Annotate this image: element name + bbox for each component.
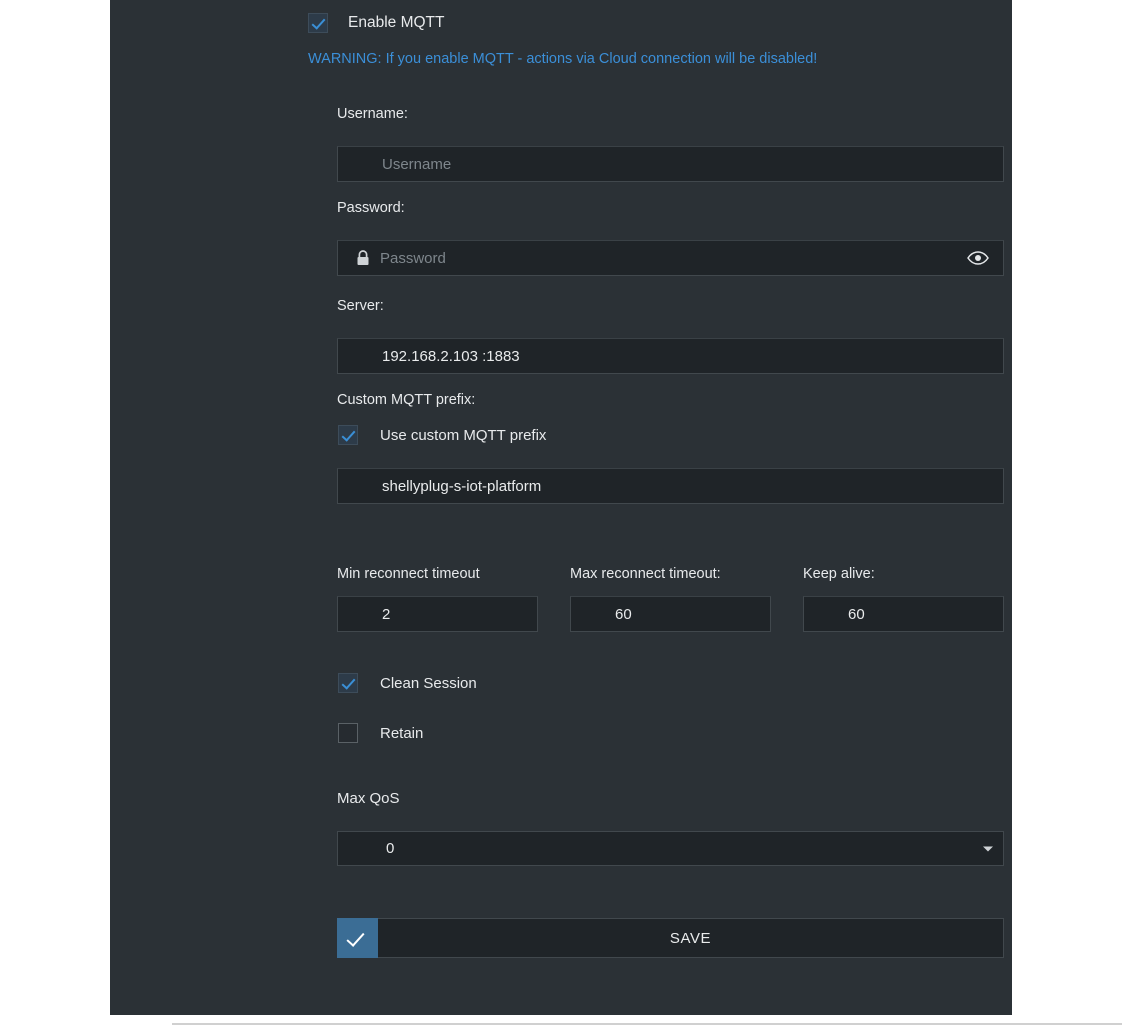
server-value: 192.168.2.103 :1883 — [382, 347, 520, 365]
clean-session-row[interactable] — [338, 673, 477, 693]
keep-alive-value: 60 — [848, 605, 865, 623]
use-custom-prefix-row[interactable] — [338, 425, 546, 445]
retain-row[interactable] — [338, 723, 423, 743]
eye-icon[interactable] — [967, 251, 987, 265]
lock-icon — [356, 250, 370, 266]
min-reconnect-input[interactable] — [337, 596, 538, 632]
right-margin — [1012, 0, 1122, 1029]
mqtt-settings-panel — [110, 0, 1012, 1015]
save-confirm-icon[interactable] — [337, 918, 378, 958]
custom-prefix-label: Custom MQTT prefix: — [337, 392, 476, 408]
retain-label: Retain — [380, 724, 424, 742]
min-reconnect-label: Min reconnect timeout — [337, 566, 480, 582]
clean-session-checkbox[interactable] — [338, 673, 358, 693]
enable-mqtt-row[interactable] — [308, 13, 444, 33]
max-reconnect-input[interactable] — [570, 596, 771, 632]
save-row[interactable] — [337, 918, 1004, 958]
chevron-down-icon — [983, 846, 993, 851]
enable-mqtt-label: Enable MQTT — [348, 14, 445, 31]
server-input[interactable] — [337, 338, 1004, 374]
use-custom-prefix-label: Use custom MQTT prefix — [380, 426, 547, 444]
left-margin — [0, 0, 110, 1029]
keep-alive-input[interactable] — [803, 596, 1004, 632]
server-label: Server: — [337, 298, 384, 314]
custom-prefix-input[interactable] — [337, 468, 1004, 504]
min-reconnect-value: 2 — [382, 605, 391, 623]
password-label: Password: — [337, 200, 405, 216]
max-reconnect-label: Max reconnect timeout: — [570, 566, 721, 582]
keep-alive-label: Keep alive: — [803, 566, 875, 582]
use-custom-prefix-checkbox[interactable] — [338, 425, 358, 445]
mqtt-settings-form — [110, 0, 1012, 1015]
save-button[interactable]: SAVE — [378, 918, 1004, 958]
username-label: Username: — [337, 106, 408, 122]
username-input[interactable] — [337, 146, 1004, 182]
max-reconnect-value: 60 — [615, 605, 632, 623]
max-qos-value: 0 — [386, 840, 395, 857]
password-placeholder: Password — [380, 249, 446, 267]
clean-session-label: Clean Session — [380, 674, 477, 692]
max-qos-label: Max QoS — [337, 790, 400, 807]
max-qos-select[interactable] — [337, 831, 1004, 866]
enable-mqtt-checkbox[interactable] — [308, 13, 328, 33]
username-placeholder: Username — [382, 155, 452, 173]
custom-prefix-value: shellyplug-s-iot-platform — [382, 477, 542, 495]
password-input[interactable] — [337, 240, 1004, 276]
mqtt-cloud-warning: WARNING: If you enable MQTT - actions via Cloud connection will be disabled! — [308, 51, 818, 67]
bottom-margin — [0, 1015, 1122, 1029]
retain-checkbox[interactable] — [338, 723, 358, 743]
bottom-divider — [172, 1023, 1122, 1025]
